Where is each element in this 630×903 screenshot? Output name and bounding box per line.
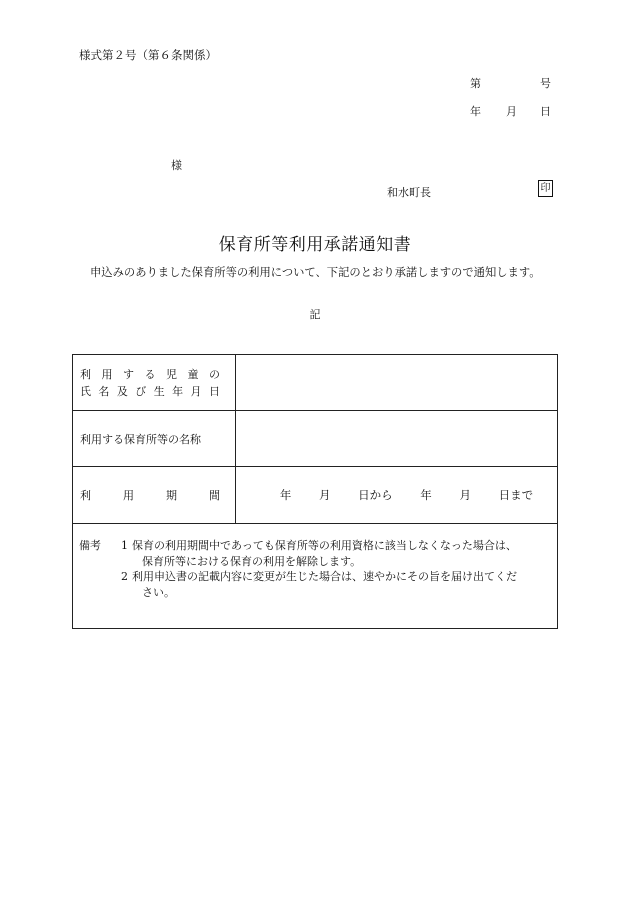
child-info-label-line1: 利 用 す る 児 童 の xyxy=(80,367,220,381)
facility-name-label: 利用する保育所等の名称 xyxy=(73,411,236,467)
period-end-year: 年 xyxy=(420,488,432,502)
doc-number-prefix: 第 xyxy=(470,77,481,90)
child-info-label-line2: 氏 名 及 び 生 年 月 日 xyxy=(80,384,220,398)
body-paragraph: 申込みのありました保育所等の利用について、下記のとおり承諾しますので通知します。 xyxy=(90,266,541,279)
doc-number-suffix: 号 xyxy=(540,77,551,90)
approval-details-table xyxy=(72,354,558,629)
remarks-item-2: 2 利用申込書の記載内容に変更が生じた場合は、速やかにその旨を届け出てくだ さい。 xyxy=(121,570,517,599)
usage-period-value[interactable] xyxy=(236,467,558,524)
form-number-label: 様式第２号（第６条関係） xyxy=(79,48,217,62)
child-info-value[interactable] xyxy=(236,355,558,411)
date-month: 月 xyxy=(506,105,517,118)
issuer-name: 和水町長 xyxy=(387,186,431,199)
remarks-item-1: 1 保育の利用期間中であっても保育所等の利用資格に該当しなくなった場合は、 保育所等における保育の利用を解除します。 xyxy=(121,539,517,568)
usage-period-label: 利 用 期 間 xyxy=(73,467,236,524)
seal-mark: 印 xyxy=(538,180,553,197)
remarks-heading: 備考 xyxy=(79,539,101,552)
document-title: 保育所等利用承諾通知書 xyxy=(218,235,412,255)
period-start-year: 年 xyxy=(279,488,292,502)
date-year: 年 xyxy=(470,105,481,118)
period-start-day: 日から xyxy=(358,488,393,502)
facility-name-value[interactable] xyxy=(236,411,558,467)
period-start-month: 月 xyxy=(318,488,331,502)
ki-marker: 記 xyxy=(309,308,321,321)
period-end-day: 日まで xyxy=(498,488,534,502)
date-day: 日 xyxy=(540,105,551,118)
addressee-honorific: 様 xyxy=(171,159,182,172)
period-end-month: 月 xyxy=(459,488,471,502)
remarks-section xyxy=(73,524,558,629)
child-info-label xyxy=(73,355,236,411)
